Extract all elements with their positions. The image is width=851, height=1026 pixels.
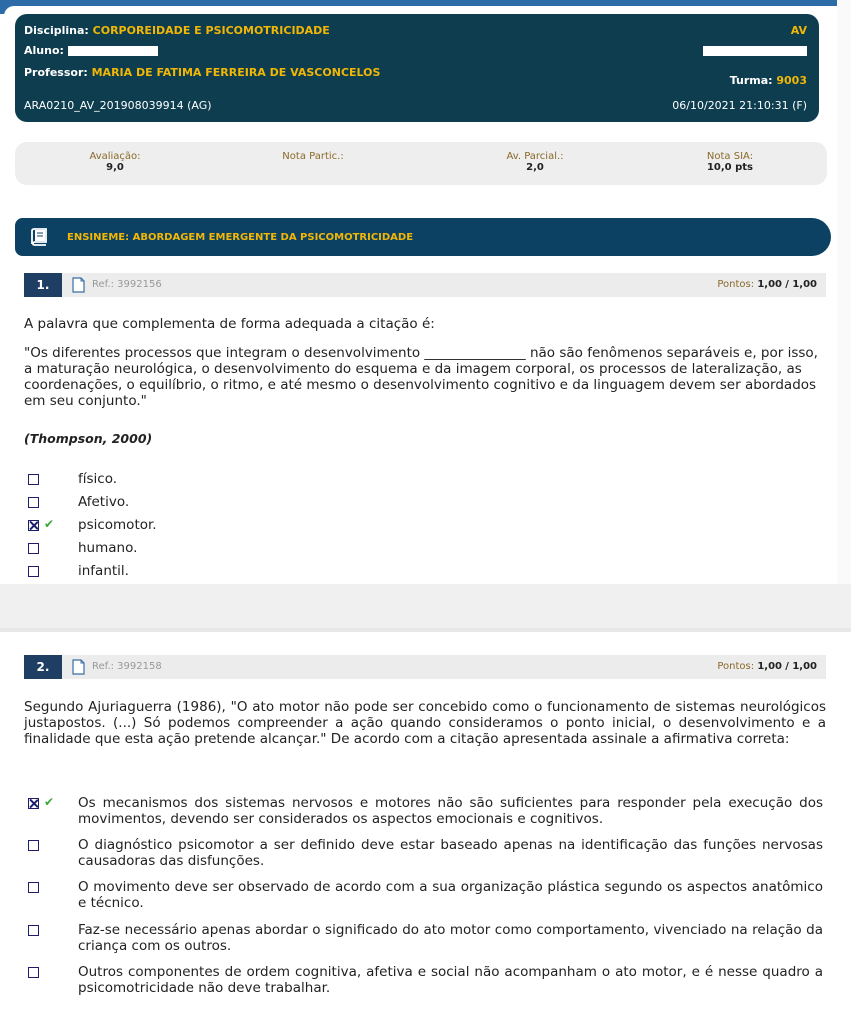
grade-partial: Av. Parcial.: 2,0 xyxy=(506,151,564,173)
checkbox[interactable] xyxy=(28,543,39,554)
right-gutter xyxy=(837,0,851,630)
av-label: AV xyxy=(790,24,807,37)
grades-bar xyxy=(15,142,827,185)
checkbox[interactable] xyxy=(28,474,39,485)
exam-datetime: 06/10/2021 21:10:31 (F) xyxy=(672,99,807,112)
redacted-student-name xyxy=(68,46,158,56)
question-points: Pontos: 1,00 / 1,00 xyxy=(717,279,817,290)
discipline-line: Disciplina: CORPOREIDADE E PSICOMOTRICIDADE xyxy=(24,24,330,37)
section-title: ENSINEME: ABORDAGEM EMERGENTE DA PSICOMOTRICIDADE xyxy=(67,232,414,243)
card-bottom xyxy=(0,584,851,628)
grade-sia: Nota SIA: 10,0 pts xyxy=(706,151,754,173)
section-header[interactable] xyxy=(15,218,831,256)
question-2-prompt: Segundo Ajuriaguerra (1986), "O ato motor não pode ser concebido como o funcionamento de sistemas neurológicos justapostos. (...) Só podemos compreender a ação quando consideramos o ponto inicial, o desenvolvimento e a finalidade que esta ação pretende alcançar." De acordo com a citação apresentada assinale a afirmativa correta: xyxy=(24,699,826,747)
question-points: Pontos: 1,00 / 1,00 xyxy=(717,661,817,672)
question-1-prompt: A palavra que complementa de forma adequada a citação é: xyxy=(24,316,435,332)
professor-line: Professor: MARIA DE FATIMA FERREIRA DE VASCONCELOS xyxy=(24,66,381,79)
check-icon: ✔ xyxy=(44,517,55,531)
card-divider xyxy=(0,628,851,632)
question-ref: Ref.: 3992156 xyxy=(92,279,162,290)
checkbox[interactable] xyxy=(28,497,39,508)
redacted-student-id xyxy=(703,44,807,57)
checkbox-checked[interactable] xyxy=(28,520,39,531)
checkbox[interactable] xyxy=(28,566,39,577)
question-2-header xyxy=(24,655,826,679)
question-1-header xyxy=(24,273,826,297)
document-icon[interactable] xyxy=(72,659,85,675)
question-number: 2. xyxy=(24,655,62,679)
exam-header xyxy=(15,14,819,122)
class-number: 9003 xyxy=(776,74,807,87)
grade-evaluation: Avaliação: 9,0 xyxy=(89,151,141,173)
question-ref: Ref.: 3992158 xyxy=(92,661,162,672)
class-line: Turma: 9003 xyxy=(729,74,807,87)
professor-name: MARIA DE FATIMA FERREIRA DE VASCONCELOS xyxy=(91,66,381,79)
checkbox-checked[interactable] xyxy=(28,798,39,809)
question-1-quote: "Os diferentes processos que integram o desenvolvimento _______________ não são fenômenos separáveis e, por isso, a maturação neurológica, o desenvolvimento do esquema e da imagem corporal, os processos de lateralização, as coordenações, o equilíbrio, o ritmo, e até mesmo o desenvolvimento cognitivo e da linguagem devem ser abordados em seu conjunto." xyxy=(24,345,818,409)
book-icon xyxy=(31,228,47,246)
checkbox[interactable] xyxy=(28,840,39,851)
question-number: 1. xyxy=(24,273,62,297)
discipline-name: CORPOREIDADE E PSICOMOTRICIDADE xyxy=(92,24,330,37)
exam-code: ARA0210_AV_201908039914 (AG) xyxy=(24,99,212,112)
checkbox[interactable] xyxy=(28,967,39,978)
checkbox[interactable] xyxy=(28,925,39,936)
grade-participation: Nota Partic.: xyxy=(282,151,344,162)
check-icon: ✔ xyxy=(44,795,55,809)
checkbox[interactable] xyxy=(28,882,39,893)
question-1-source: (Thompson, 2000) xyxy=(24,431,153,446)
document-icon[interactable] xyxy=(72,277,85,293)
student-line: Aluno: xyxy=(24,44,158,57)
